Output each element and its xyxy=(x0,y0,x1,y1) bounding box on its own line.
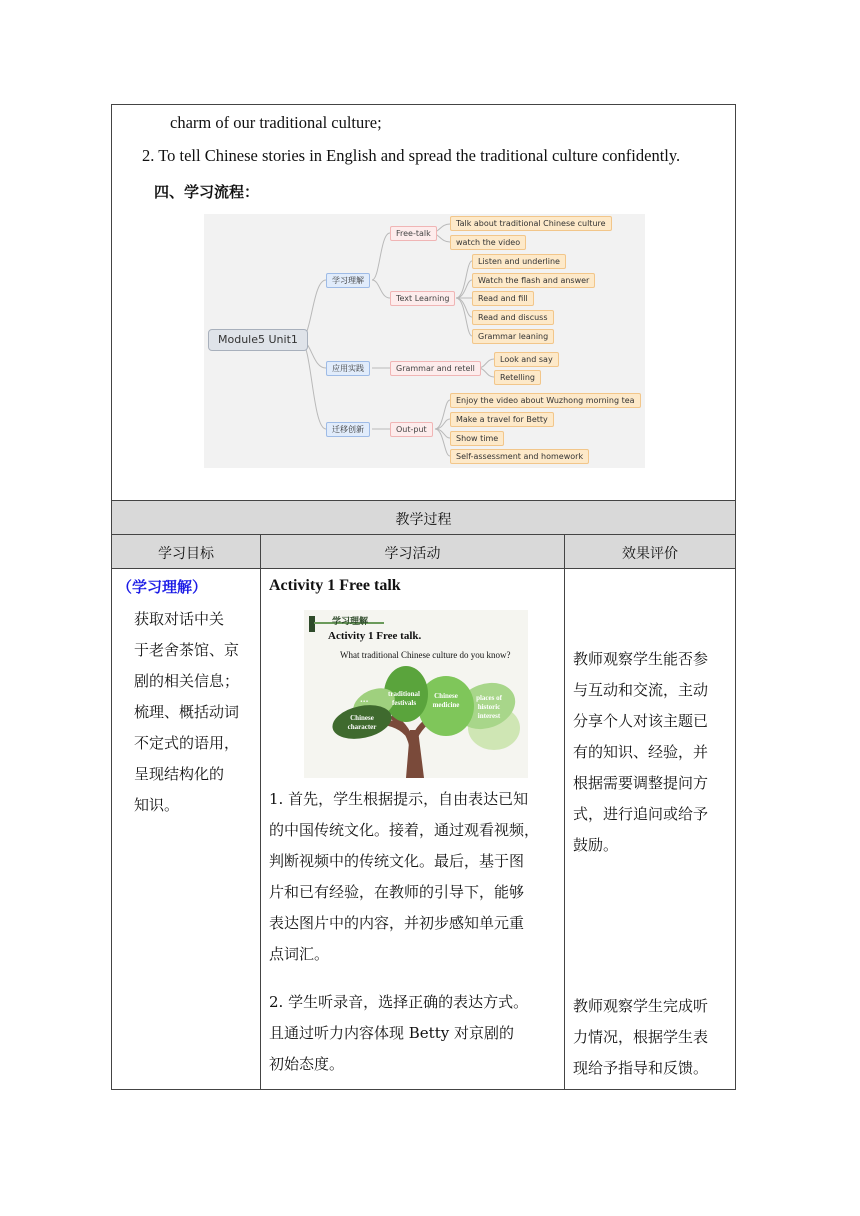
leaf-label: Chinese character xyxy=(347,714,377,731)
evaluation-1 xyxy=(573,644,733,861)
mindmap-subbranch: Out-put xyxy=(390,422,433,437)
image-tag: 学习理解 xyxy=(332,617,369,627)
mindmap-leaf: Watch the flash and answer xyxy=(472,273,595,288)
objective-line-1: charm of our traditional culture; xyxy=(170,113,382,132)
banner-title: 教学过程 xyxy=(395,512,452,528)
leaf-label: Chinese medicine xyxy=(432,692,460,709)
mindmap-root: Module5 Unit1 xyxy=(208,329,308,351)
objective-line-2: 2. To tell Chinese stories in English and spread the traditional culture confidently. xyxy=(142,146,681,165)
mindmap-leaf: Read and fill xyxy=(472,291,534,306)
activity-line: 初始态度。 xyxy=(269,1055,345,1073)
activity-line: 判断视频中的传统文化。最后，基于图 xyxy=(269,852,525,870)
mindmap xyxy=(204,214,645,468)
goal-line: 呈现结构化的 xyxy=(134,765,225,783)
header-activity: 学习活动 xyxy=(384,546,441,562)
evaluation-line: 教师观察学生完成听 xyxy=(573,997,709,1015)
activity-line: 且通过听力内容体现 Betty 对京剧的 xyxy=(269,1024,514,1042)
mindmap-subbranch: Text Learning xyxy=(390,291,455,306)
leaf-label: ... xyxy=(360,694,369,704)
mindmap-subbranch: Free-talk xyxy=(390,226,437,241)
column-divider xyxy=(564,534,565,1090)
mindmap-leaf: Enjoy the video about Wuzhong morning tea xyxy=(450,393,641,408)
evaluation-line: 根据需要调整提问方 xyxy=(573,774,709,792)
goal-line: 剧的相关信息； xyxy=(134,672,240,690)
goal-line: 不定式的语用， xyxy=(134,734,240,752)
activity-line: 2. 学生听录音，选择正确的表达方式。 xyxy=(269,993,529,1011)
header-goal: 学习目标 xyxy=(158,546,214,562)
activity-line: 表达图片中的内容，并初步感知单元重 xyxy=(269,914,525,932)
evaluation-line: 教师观察学生能否参 xyxy=(573,650,709,668)
activity-step-1 xyxy=(269,784,561,970)
evaluation-2 xyxy=(573,991,733,1084)
evaluation-line: 有的知识、经验，并 xyxy=(573,743,709,761)
evaluation-line: 式，进行追问或给予 xyxy=(573,805,709,823)
evaluation-line: 现给予指导和反馈。 xyxy=(573,1059,709,1077)
goal-line: 知识。 xyxy=(134,796,180,814)
mindmap-branch: 应用实践 xyxy=(326,361,370,376)
mindmap-leaf: watch the video xyxy=(450,235,526,250)
activity-line: 1. 首先，学生根据提示，自由表达已知 xyxy=(269,790,529,808)
image-question: What traditional Chinese culture do you know? xyxy=(340,650,511,660)
mindmap-leaf: Make a travel for Betty xyxy=(450,412,554,427)
leaf-label: places of historic interest xyxy=(476,694,502,720)
section-heading: 四、学习流程： xyxy=(154,183,260,201)
mindmap-leaf: Retelling xyxy=(494,370,541,385)
row-divider xyxy=(111,534,736,535)
activity-title: Activity 1 Free talk xyxy=(269,577,401,594)
header-evaluation: 效果评价 xyxy=(622,546,678,562)
goal-line: 于老舍茶馆、京 xyxy=(134,641,240,659)
activity-illustration xyxy=(304,610,528,778)
mindmap-branch: 迁移创新 xyxy=(326,422,370,437)
mindmap-leaf: Read and discuss xyxy=(472,310,554,325)
mindmap-leaf: Look and say xyxy=(494,352,559,367)
mindmap-leaf: Listen and underline xyxy=(472,254,566,269)
mindmap-leaf: Self-assessment and homework xyxy=(450,449,589,464)
image-title: Activity 1 Free talk. xyxy=(328,630,422,642)
leaf-label: traditional festivals xyxy=(388,690,420,707)
mindmap-branch: 学习理解 xyxy=(326,273,370,288)
mindmap-leaf: Talk about traditional Chinese culture xyxy=(450,216,612,231)
mindmap-subbranch: Grammar and retell xyxy=(390,361,481,376)
goal-tag: （学习理解） xyxy=(117,578,208,596)
evaluation-line: 鼓励。 xyxy=(573,836,619,854)
activity-line: 点词汇。 xyxy=(269,945,330,963)
mindmap-leaf: Grammar leaning xyxy=(472,329,554,344)
goal-text xyxy=(134,604,258,821)
row-divider xyxy=(111,568,736,569)
goal-line: 梳理、概括动词 xyxy=(134,703,240,721)
evaluation-line: 分享个人对该主题已 xyxy=(573,712,709,730)
evaluation-line: 力情况，根据学生表 xyxy=(573,1028,709,1046)
column-divider xyxy=(260,534,261,1090)
evaluation-line: 与互动和交流，主动 xyxy=(573,681,709,699)
row-divider xyxy=(111,500,736,501)
goal-line: 获取对话中关 xyxy=(134,610,225,628)
activity-line: 的中国传统文化。接着，通过观看视频， xyxy=(269,821,540,839)
activity-step-2 xyxy=(269,987,561,1080)
mindmap-leaf: Show time xyxy=(450,431,504,446)
activity-line: 片和已有经验，在教师的引导下，能够 xyxy=(269,883,525,901)
